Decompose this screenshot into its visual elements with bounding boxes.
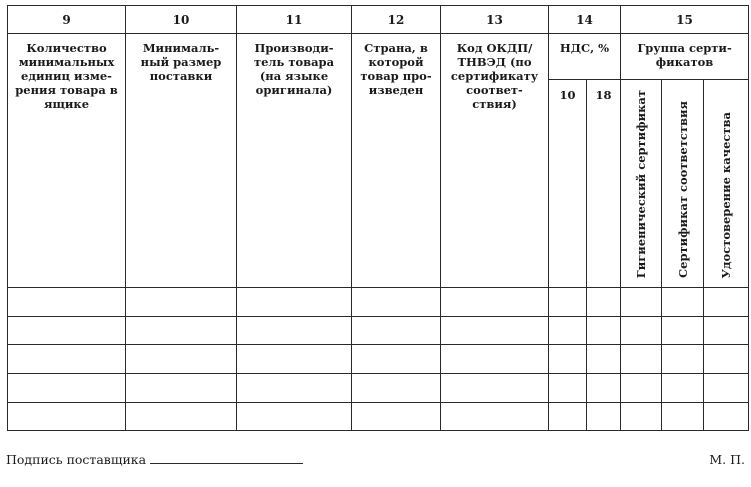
cert-conformity-cell: [662, 80, 704, 288]
header-okdp-code: Код ОКДП/ ТНВЭД (по сертификату соответ- ствия): [441, 34, 549, 288]
table-cell[interactable]: [8, 402, 126, 431]
cert-conformity-label: Сертификат соответствия: [675, 101, 690, 279]
table-cell[interactable]: [549, 316, 587, 345]
table-cell[interactable]: [237, 402, 352, 431]
table-cell[interactable]: [441, 316, 549, 345]
vat-rate-18: 18: [587, 80, 621, 288]
table-cell[interactable]: [237, 374, 352, 403]
table-cell[interactable]: [549, 402, 587, 431]
table-cell[interactable]: [621, 288, 662, 317]
table-row: [8, 402, 749, 431]
table-cell[interactable]: [8, 374, 126, 403]
table-cell[interactable]: [587, 288, 621, 317]
header-row: [8, 34, 749, 80]
table-cell[interactable]: [126, 288, 237, 317]
table-cell[interactable]: [704, 374, 749, 403]
table-cell[interactable]: [352, 374, 441, 403]
cert-hygienic-cell: [621, 80, 662, 288]
table-cell[interactable]: [126, 345, 237, 374]
table-cell[interactable]: [441, 374, 549, 403]
table-cell[interactable]: [662, 288, 704, 317]
table-cell[interactable]: [621, 374, 662, 403]
header-vat: НДС, %: [549, 34, 621, 80]
table-cell[interactable]: [549, 288, 587, 317]
table-cell[interactable]: [662, 402, 704, 431]
signature-line[interactable]: [150, 452, 303, 464]
table-row: [8, 288, 749, 317]
table-cell[interactable]: [662, 374, 704, 403]
stamp-label: М. П.: [709, 452, 745, 467]
table-cell[interactable]: [441, 345, 549, 374]
table-cell[interactable]: [8, 288, 126, 317]
table-cell[interactable]: [662, 316, 704, 345]
table-cell[interactable]: [549, 374, 587, 403]
header-manufacturer: Производи- тель товара (на языке оригинала): [237, 34, 352, 288]
table-cell[interactable]: [8, 345, 126, 374]
vat-rate-10: 10: [549, 80, 587, 288]
data-body: [8, 288, 749, 431]
header-min-delivery-size: Минималь- ный размер поставки: [126, 34, 237, 288]
header-country-of-origin: Страна, в которой товар про- изведен: [352, 34, 441, 288]
table-cell[interactable]: [441, 288, 549, 317]
table-cell[interactable]: [587, 316, 621, 345]
column-numbers-row: [8, 6, 749, 34]
col-number-11: 11: [237, 6, 352, 34]
table-row: [8, 345, 749, 374]
table-cell[interactable]: [352, 316, 441, 345]
table-cell[interactable]: [126, 402, 237, 431]
col-number-14: 14: [549, 6, 621, 34]
col-number-15: 15: [621, 6, 749, 34]
table-cell[interactable]: [587, 345, 621, 374]
table-cell[interactable]: [704, 316, 749, 345]
table-cell[interactable]: [352, 402, 441, 431]
signature-label: Подпись поставщика: [6, 452, 147, 467]
table-cell[interactable]: [126, 316, 237, 345]
supplier-form-table: [7, 5, 749, 431]
table-cell[interactable]: [621, 316, 662, 345]
table-cell[interactable]: [704, 345, 749, 374]
table-cell[interactable]: [126, 374, 237, 403]
cert-quality-label: Удостоверение качества: [719, 111, 734, 279]
col-number-12: 12: [352, 6, 441, 34]
table-cell[interactable]: [704, 288, 749, 317]
table-cell[interactable]: [237, 288, 352, 317]
col-number-9: 9: [8, 6, 126, 34]
table-cell[interactable]: [8, 316, 126, 345]
table-cell[interactable]: [704, 402, 749, 431]
cert-hygienic-label: Гигиенический сертификат: [634, 90, 649, 279]
cert-quality-cell: [704, 80, 749, 288]
table-cell[interactable]: [621, 402, 662, 431]
table-cell[interactable]: [587, 402, 621, 431]
header-min-units-per-box: Количество минимальных единиц изме- рения товара в ящике: [8, 34, 126, 288]
table-cell[interactable]: [662, 345, 704, 374]
table-cell[interactable]: [352, 345, 441, 374]
table-cell[interactable]: [621, 345, 662, 374]
table-cell[interactable]: [352, 288, 441, 317]
col-number-10: 10: [126, 6, 237, 34]
signature-block: [6, 452, 303, 467]
header-certificate-group: Группа серти- фикатов: [621, 34, 749, 80]
col-number-13: 13: [441, 6, 549, 34]
table-row: [8, 374, 749, 403]
table-cell[interactable]: [237, 316, 352, 345]
table-cell[interactable]: [549, 345, 587, 374]
table-cell[interactable]: [237, 345, 352, 374]
table-cell[interactable]: [587, 374, 621, 403]
table-row: [8, 316, 749, 345]
table-cell[interactable]: [441, 402, 549, 431]
